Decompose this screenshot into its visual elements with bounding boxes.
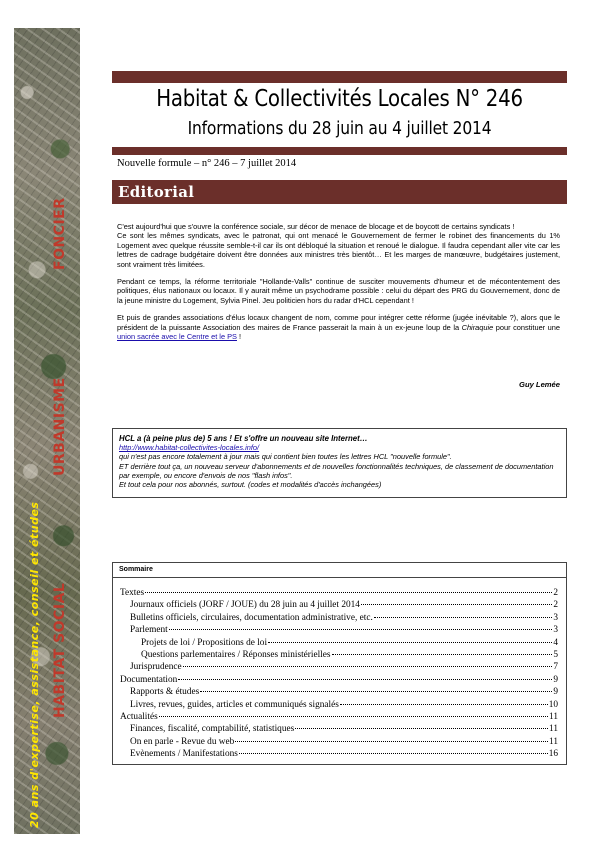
toc-title: Sommaire	[119, 566, 153, 573]
toc-leader-dots	[200, 684, 552, 692]
toc-entry-title: Finances, fiscalité, comptabilité, statistiques	[130, 724, 295, 735]
toc-entry-title: Questions parlementaires / Réponses ministérielles	[141, 650, 331, 661]
toc-entry-title: Jurisprudence	[130, 662, 182, 673]
toc-entry-page: 2	[553, 600, 558, 611]
table-of-contents	[112, 562, 567, 765]
sidebar-label-foncier: FONCIER	[52, 197, 68, 270]
toc-entry-title: Documentation	[120, 674, 178, 685]
toc-divider	[113, 577, 566, 578]
toc-entry-page: 11	[549, 724, 558, 735]
editorial-signature: Guy Lemée	[519, 380, 560, 389]
toc-entry-page: 10	[548, 699, 558, 710]
toc-entry-page: 11	[549, 712, 558, 723]
editorial-paragraph	[117, 313, 560, 341]
toc-entry-page: 7	[553, 662, 558, 673]
toc-entry-title: On en parle - Revue du web	[130, 736, 235, 747]
aerial-photo-strip	[14, 28, 80, 834]
toc-leader-dots	[169, 622, 553, 630]
toc-entry-page: 9	[553, 687, 558, 698]
editorial-link[interactable]: union sacrée avec le Centre et le PS	[117, 332, 237, 342]
toc-entry-title: Evènements / Manifestations	[130, 749, 238, 760]
toc-entry-title: Journaux officiels (JORF / JOUE) du 28 juin au 4 juillet 2014	[130, 600, 360, 611]
toc-entry-page: 9	[553, 674, 558, 685]
toc-leader-dots	[235, 734, 548, 742]
toc-entry-title: Actualités	[120, 712, 158, 723]
sidebar-tagline: 20 ans d'expertise, assistance, conseil et études	[28, 501, 41, 828]
editorial-paragraph: Pendant ce temps, la réforme territoriale "Hollande-Valls" continue de susciter mouvements d'humeur et de mécontentement des politiques, élus nationaux ou locaux. Il y aurait même un psychodrame possible : celui du départ des PRG du Gouvernement, donc de la jeune ministre du Logement, Sylvia Pinel. Jeu politicien hors du radar d'HCL cependant !	[117, 277, 560, 305]
toc-entry-title: Projets de loi / Propositions de loi	[141, 637, 268, 648]
toc-entry-page: 2	[553, 588, 558, 598]
toc-entry[interactable]	[120, 748, 558, 760]
editorial-text: pour constituer une	[493, 322, 560, 332]
toc-leader-dots	[183, 659, 553, 667]
toc-leader-dots	[239, 746, 548, 754]
issue-line: Nouvelle formule – n° 246 – 7 juillet 2014	[117, 158, 297, 169]
toc-entry-page: 11	[549, 736, 558, 747]
announcement-title: HCL a (à peine plus de) 5 ans ! Et s'offre un nouveau site Internet…	[119, 434, 368, 443]
header-rule-top	[112, 71, 567, 83]
announcement-line: qui n'est pas encore totalement à jour mais qui contient bien toutes les lettres HCL "nouvelle formule".	[119, 452, 452, 462]
toc-leader-dots	[145, 585, 552, 593]
toc-list	[120, 587, 558, 761]
toc-entry-title: Rapports & études	[130, 687, 200, 698]
sidebar-label-habitat-social: HABITAT SOCIAL	[52, 582, 68, 718]
announcement-box	[112, 428, 567, 498]
toc-leader-dots	[374, 610, 553, 618]
toc-leader-dots	[340, 697, 548, 705]
toc-leader-dots	[332, 647, 553, 655]
editorial-paragraph: Ce sont les mêmes syndicats, avec le patronat, qui ont menacé le Gouvernement de fermer le robinet des financements du 1% Logement avec quelque réussite semble-t-il car ils ont débloqué la situation et renoué le dialogue. Il faudra cependant aller vite car les lettres de cadrage budgétaire doivent être données aux ministres très bientôt… Et les marges de manœuvre, budgétaires justement, sont vraiment très limitées.	[117, 231, 560, 269]
toc-entry-title: Textes	[120, 588, 145, 598]
toc-leader-dots	[178, 672, 552, 680]
toc-leader-dots	[268, 635, 552, 643]
toc-entry-title: Bulletins officiels, circulaires, documentation administrative, etc.	[130, 612, 373, 623]
toc-leader-dots	[361, 597, 552, 605]
toc-entry-page: 4	[553, 637, 558, 648]
toc-entry-title: Parlement	[130, 625, 168, 636]
sidebar-label-urbanisme: URBANISME	[52, 377, 68, 476]
editorial-text: Et puis de grandes associations d'élus locaux changent de nom, comme pour intégrer cette réforme (jugée inévitable ?), alors que le président de la puissante Association des maires de France passerait la main à un ex-jeune loup de la	[117, 313, 560, 332]
toc-leader-dots	[159, 709, 548, 717]
toc-entry-title: Livres, revues, guides, articles et communiqués signalés	[130, 699, 339, 710]
announcement-line: Et tout cela pour nos abonnés, surtout. (codes et modalités d'accès inchangées)	[119, 480, 382, 490]
toc-entry-page: 5	[553, 650, 558, 661]
editorial-italic: Chiraquie	[461, 322, 494, 332]
toc-entry-page: 3	[553, 625, 558, 636]
toc-leader-dots	[295, 721, 548, 729]
announcement-line: ET derrière tout ça, un nouveau serveur d'abonnements et de nouvelles fonctionnalités techniques, de classement de documentation par exemple, ou encore d'envois de nos "flash infos".	[119, 461, 554, 480]
toc-entry-page: 3	[553, 612, 558, 623]
editorial-body	[117, 222, 560, 349]
newsletter-subtitle: Informations du 28 juin au 4 juillet 2014	[187, 118, 492, 139]
editorial-text: !	[236, 332, 242, 342]
toc-entry-page: 16	[548, 749, 558, 760]
editorial-heading: Editorial	[112, 180, 567, 204]
newsletter-title: Habitat & Collectivités Locales N° 246	[156, 86, 523, 112]
header-rule-bottom	[112, 147, 567, 155]
editorial-paragraph: C'est aujourd'hui que s'ouvre la conférence sociale, sur décor de menace de blocage et de boycott de certains syndicats !	[117, 222, 515, 231]
website-link[interactable]: http://www.habitat-collectivites-locales.info/	[119, 443, 260, 453]
